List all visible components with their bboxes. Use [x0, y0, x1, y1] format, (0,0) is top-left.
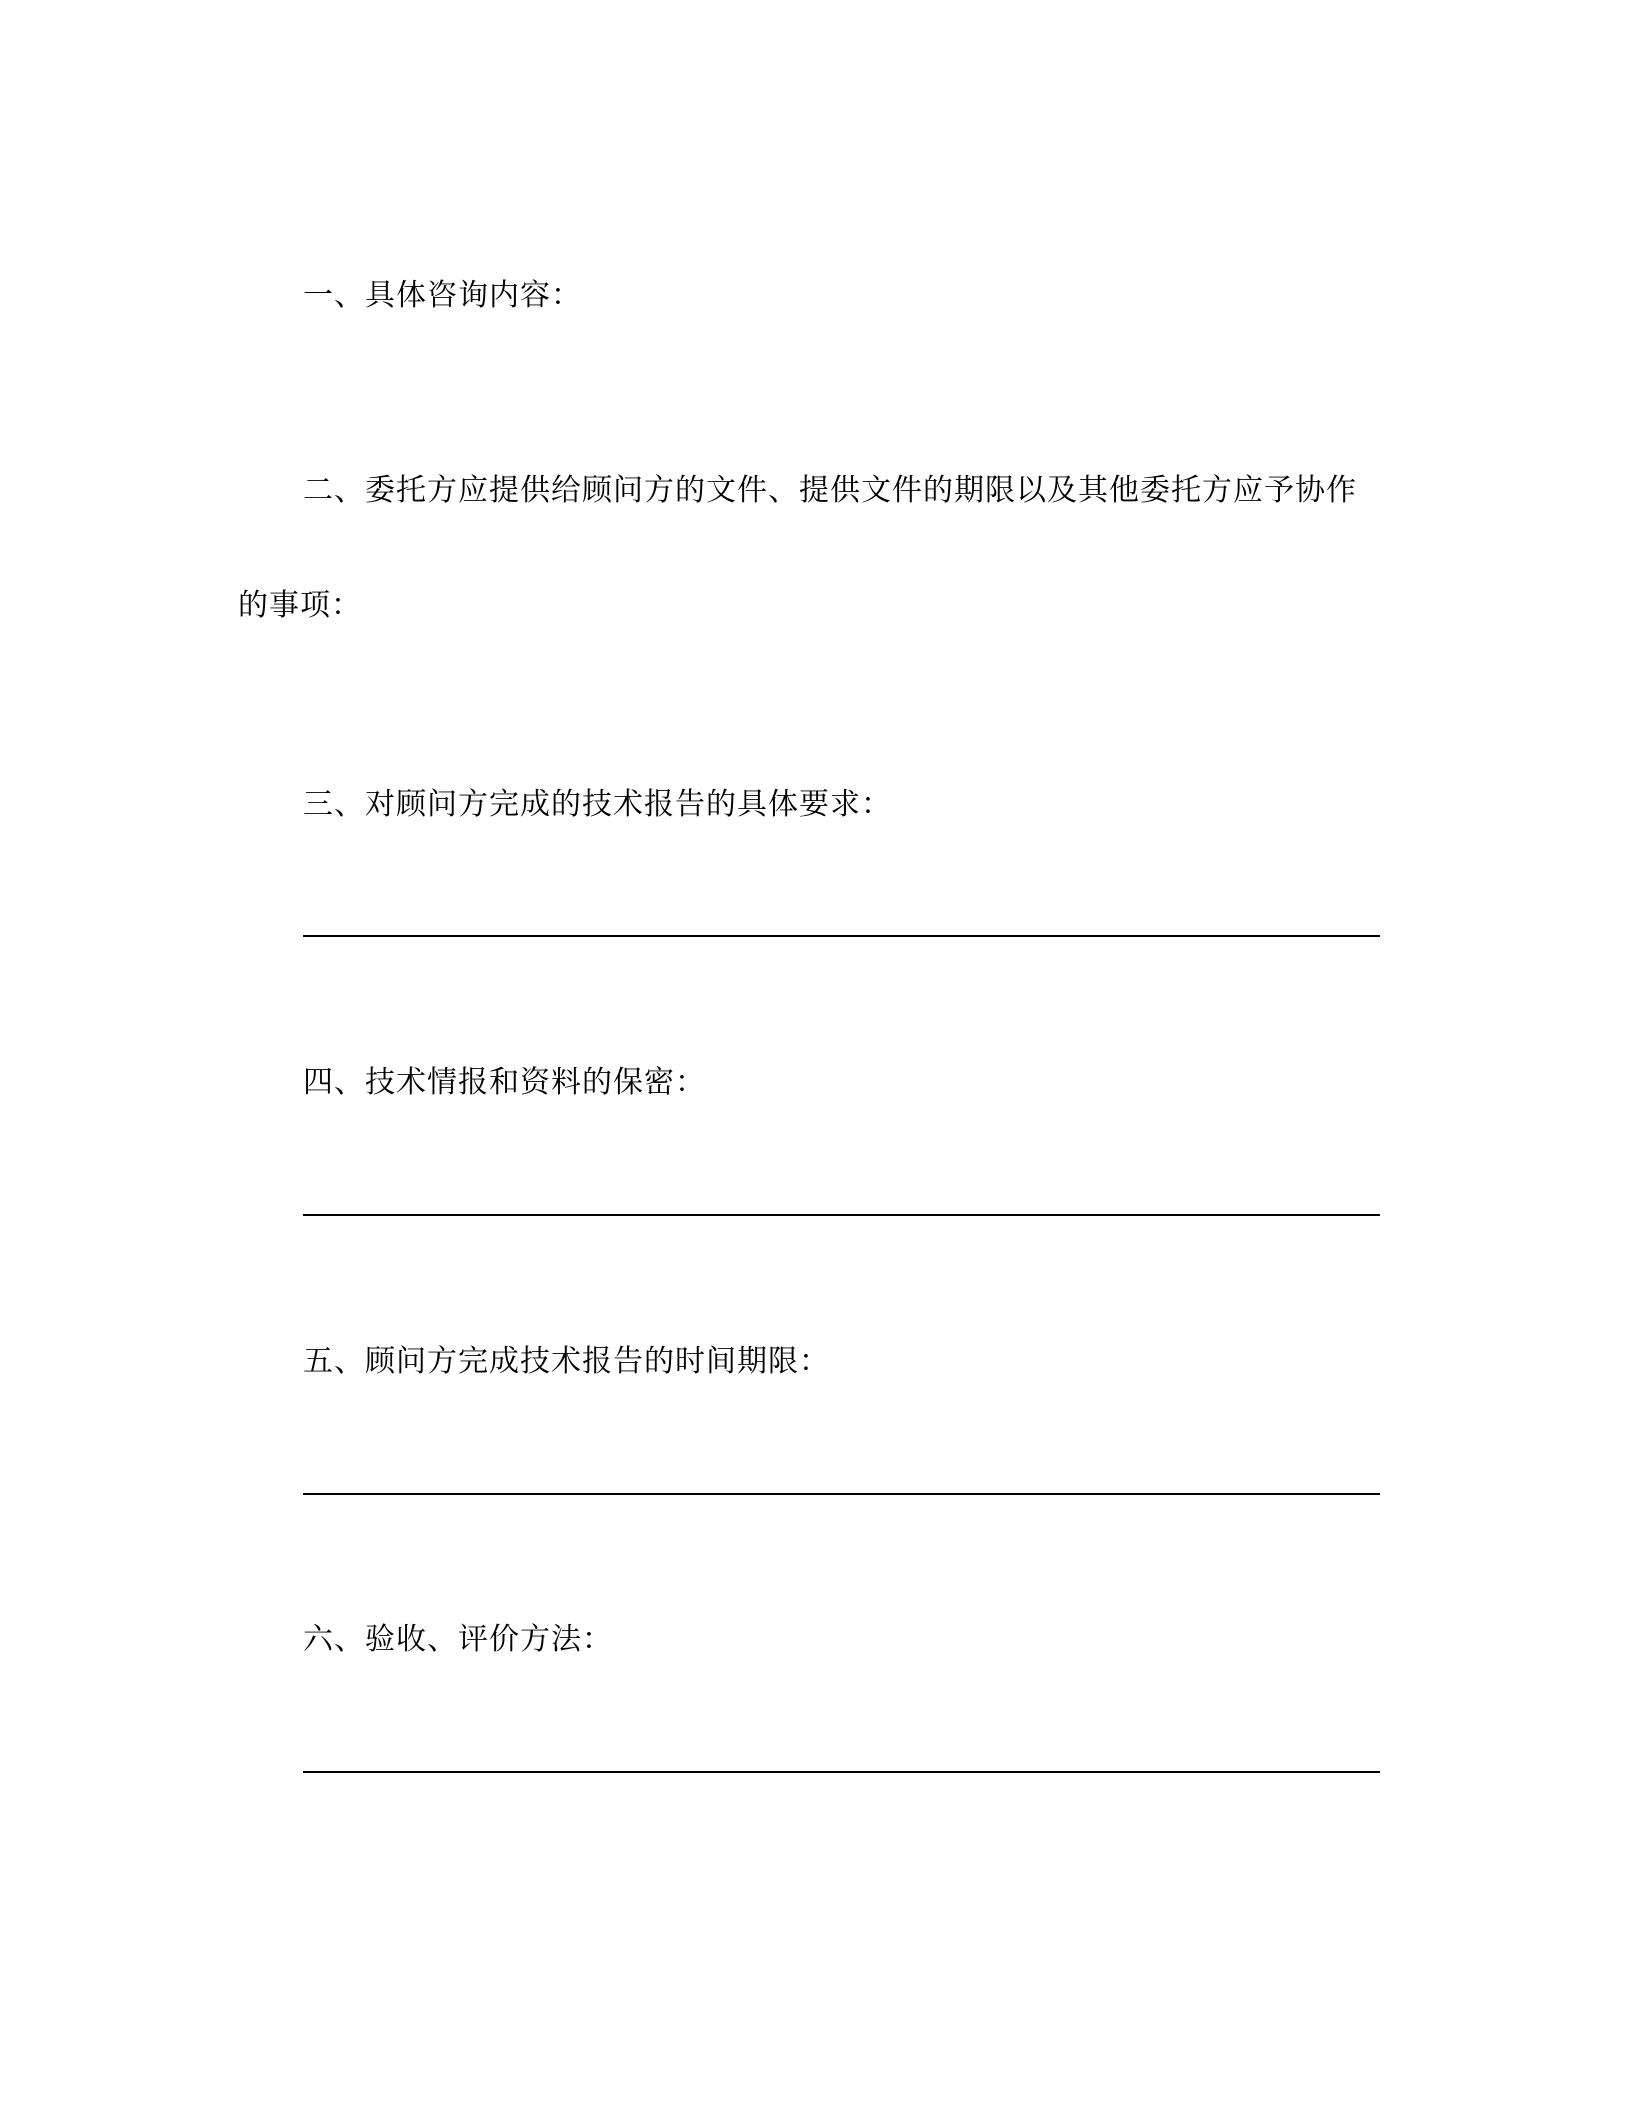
section-4-heading: 四、技术情报和资料的保密： — [303, 1065, 706, 1100]
section-2-heading-line-2: 的事项： — [238, 588, 362, 623]
section-5-heading: 五、顾问方完成技术报告的时间期限： — [303, 1344, 830, 1379]
section-4-answer-line — [303, 1214, 1380, 1216]
section-1-heading: 一、具体咨询内容： — [303, 278, 582, 313]
section-6-answer-line — [303, 1771, 1380, 1773]
section-3-answer-line — [303, 935, 1380, 937]
section-5-answer-line — [303, 1493, 1380, 1495]
section-6-heading: 六、验收、评价方法： — [303, 1622, 613, 1657]
section-3-heading: 三、对顾问方完成的技术报告的具体要求： — [303, 787, 892, 822]
section-2-heading-line-1: 二、委托方应提供给顾问方的文件、提供文件的期限以及其他委托方应予协作 — [303, 473, 1357, 508]
